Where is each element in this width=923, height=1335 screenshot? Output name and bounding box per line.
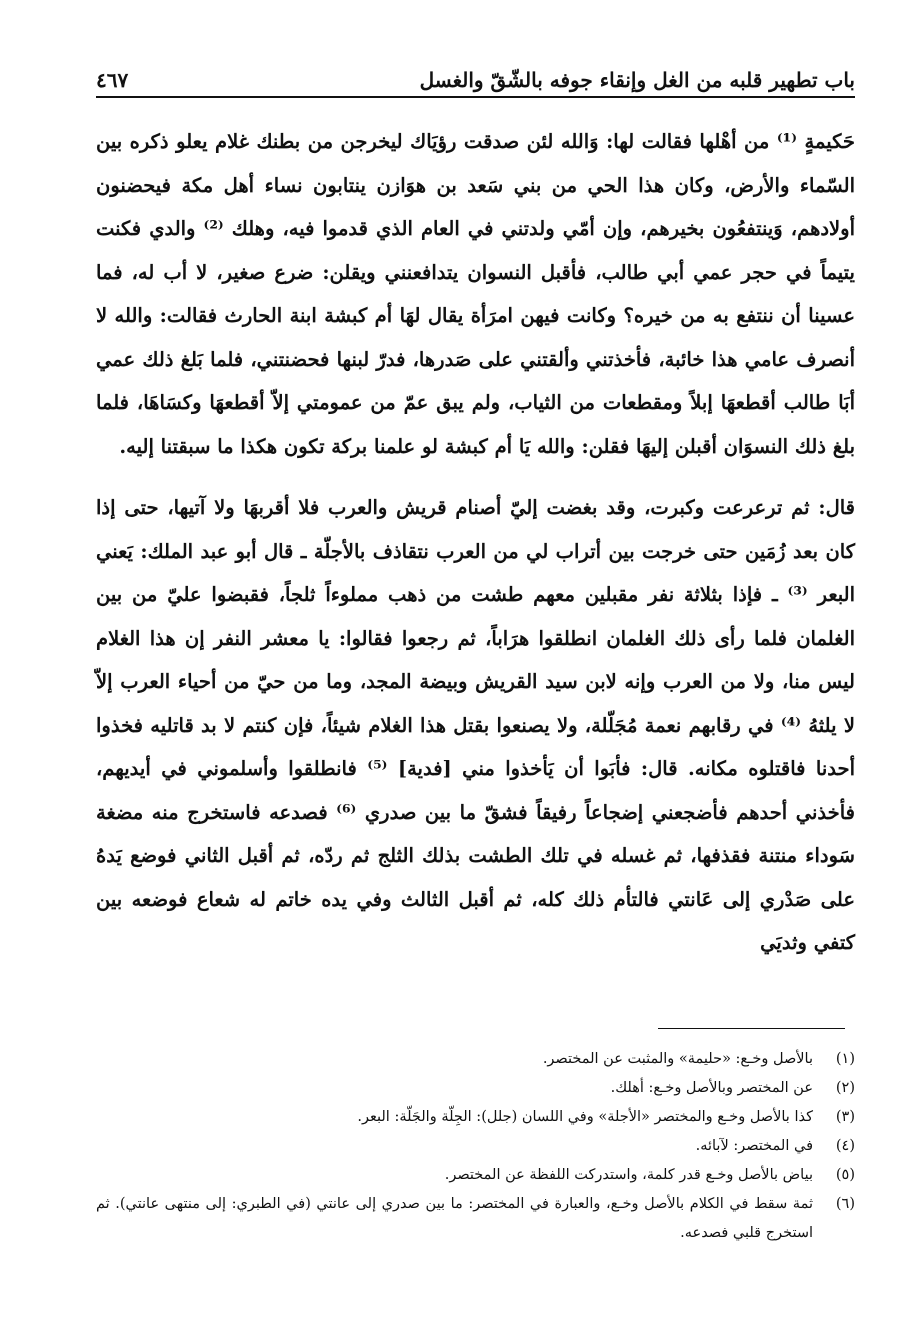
footnote-text: عن المختصر وبالأصل وخـع: أهلك. [610, 1080, 813, 1096]
footnote-text: بياض بالأصل وخـع قدر كلمة، واستدركت اللفظة عن المختصر. [444, 1167, 813, 1183]
footnotes [96, 1045, 855, 1248]
page-header [96, 56, 855, 98]
footnote-item [96, 1045, 855, 1074]
footnote-item [96, 1132, 855, 1161]
main-text [96, 120, 855, 965]
page-number: ٤٦٧ [96, 68, 129, 92]
footnote-item [96, 1190, 855, 1248]
footnote-item [96, 1161, 855, 1190]
footnote-item [96, 1103, 855, 1132]
footnote-text: بالأصل وخـع: «حليمة» والمثبت عن المختصر. [542, 1051, 813, 1067]
footnote-number: (٤) [835, 1138, 855, 1154]
paragraph-2: قال: ثم ترعرعت وكبرت، وقد بغضت إليّ أصنام قريش والعرب فلا أقربهَا ولا آتيها، حتى إذا كان بعد زُمَين حتى خرجت بين أتراب لي من العرب نتقاذف بالأجلّة ـ قال أبو عبد الملك: يَعني البعر ⁽³⁾ ـ فإذا بثلاثة نفر مقبلين معهم طشت من ذهب مملوءاً ثلجاً، فقبضوا عليّ من بين الغلمان فلما رأى ذلك الغلمان انطلقوا هرَاباً، ثم رجعوا فقالوا: يا معشر النفر إن هذا الغلام ليس منا، ولا من العرب وإنه لابن سيد القريش وبيضة المجد، وما من حيّ من أحياء العرب إلاّ لا يلثهُ ⁽⁴⁾ في رقابهم نعمة مُجَلّلة، ولا يصنعوا بقتل هذا الغلام شيئاً، فإن كنتم لا بد قاتليه فخذوا أحدنا فاقتلوه مكانه. قال: فأبَوا أن يَأخذوا مني [فدية] ⁽⁵⁾ فانطلقوا وأسلموني في أيديهم، فأخذني أحدهم فأضجعني إضجاعاً رفيقاً فشقّ ما بين صدري ⁽⁶⁾ فصدعه فاستخرج منه مضغة سَوداء منتنة فقذفها، ثم غسله في تلك الطشت بذلك الثلج ثم ردّه، ثم أقبل الثاني فوضع يَدهُ على صَدْري إلى عَانتي فالتأم ذلك كله، ثم أقبل الثالث وفي يده خاتم له شعاع فوضعه بين كتفي وثديَي [96, 496, 855, 954]
footnote-text: ثمة سقط في الكلام بالأصل وخـع، والعبارة في المختصر: ما بين صدري إلى عانتي (في الطبري: إلى منتهى عانتي). ثم استخرج قلبي فصدعه. [96, 1196, 813, 1241]
footnote-separator [658, 1028, 845, 1029]
footnote-number: (٣) [835, 1109, 855, 1125]
running-title: باب تطهير قلبه من الغل وإنقاء جوفه بالشّقّ والغسل [419, 68, 855, 92]
footnote-text: كذا بالأصل وخـع والمختصر «الأجلة» وفي اللسان (جلل): الجِلّة والجَلّة: البعر. [357, 1109, 813, 1125]
footnote-number: (٥) [835, 1167, 855, 1183]
paragraph-1: حَكيمةٍ ⁽¹⁾ من أهْلها فقالت لها: وَالله لئن صدقت رؤيَاك ليخرجن من بطنك غلام يعلو ذكره بين السّماء والأرض، وكان هذا الحي من بني سَعد بن هوَازن ينتابون نساء أهل مكة فيحضنون أولادهم، وَينتفعُون بخيرهم، وإن أمّي ولدتني في العام الذي قدموا فيه، وهلك ⁽²⁾ والدي فكنت يتيماً في حجر عمي أبي طالب، فأقبل النسوان يتدافعنني ويقلن: ضرع صغير، لا أب له، فما عسينا أن ننتفع به من خيره؟ وكانت فيهن امرَأة يقال لهَا أم كبشة ابنة الحارث فقالت: والله لا أنصرف عامي هذا خائبة، فأخذتني وألقتني على صَدرها، فدرّ لبنها فحضنتني، فلما بَلغ ذلك عمي أبَا طالب أقطعهَا إبلاً ومقطعات من الثياب، ولم يبق عمّ من عمومتي إلاّ أقطعهَا وكسَاهَا، فلما بلغ ذلك النسوَان أقبلن إليهَا فقلن: والله يَا أم كبشة لو علمنا بركة تكون هكذا ما سبقتنا إليه. [96, 130, 855, 458]
footnote-number: (١) [835, 1051, 855, 1067]
footnote-text: في المختصر: لآبائه. [695, 1138, 813, 1154]
footnote-item [96, 1074, 855, 1103]
footnote-number: (٢) [835, 1080, 855, 1096]
footnote-number: (٦) [835, 1196, 855, 1212]
